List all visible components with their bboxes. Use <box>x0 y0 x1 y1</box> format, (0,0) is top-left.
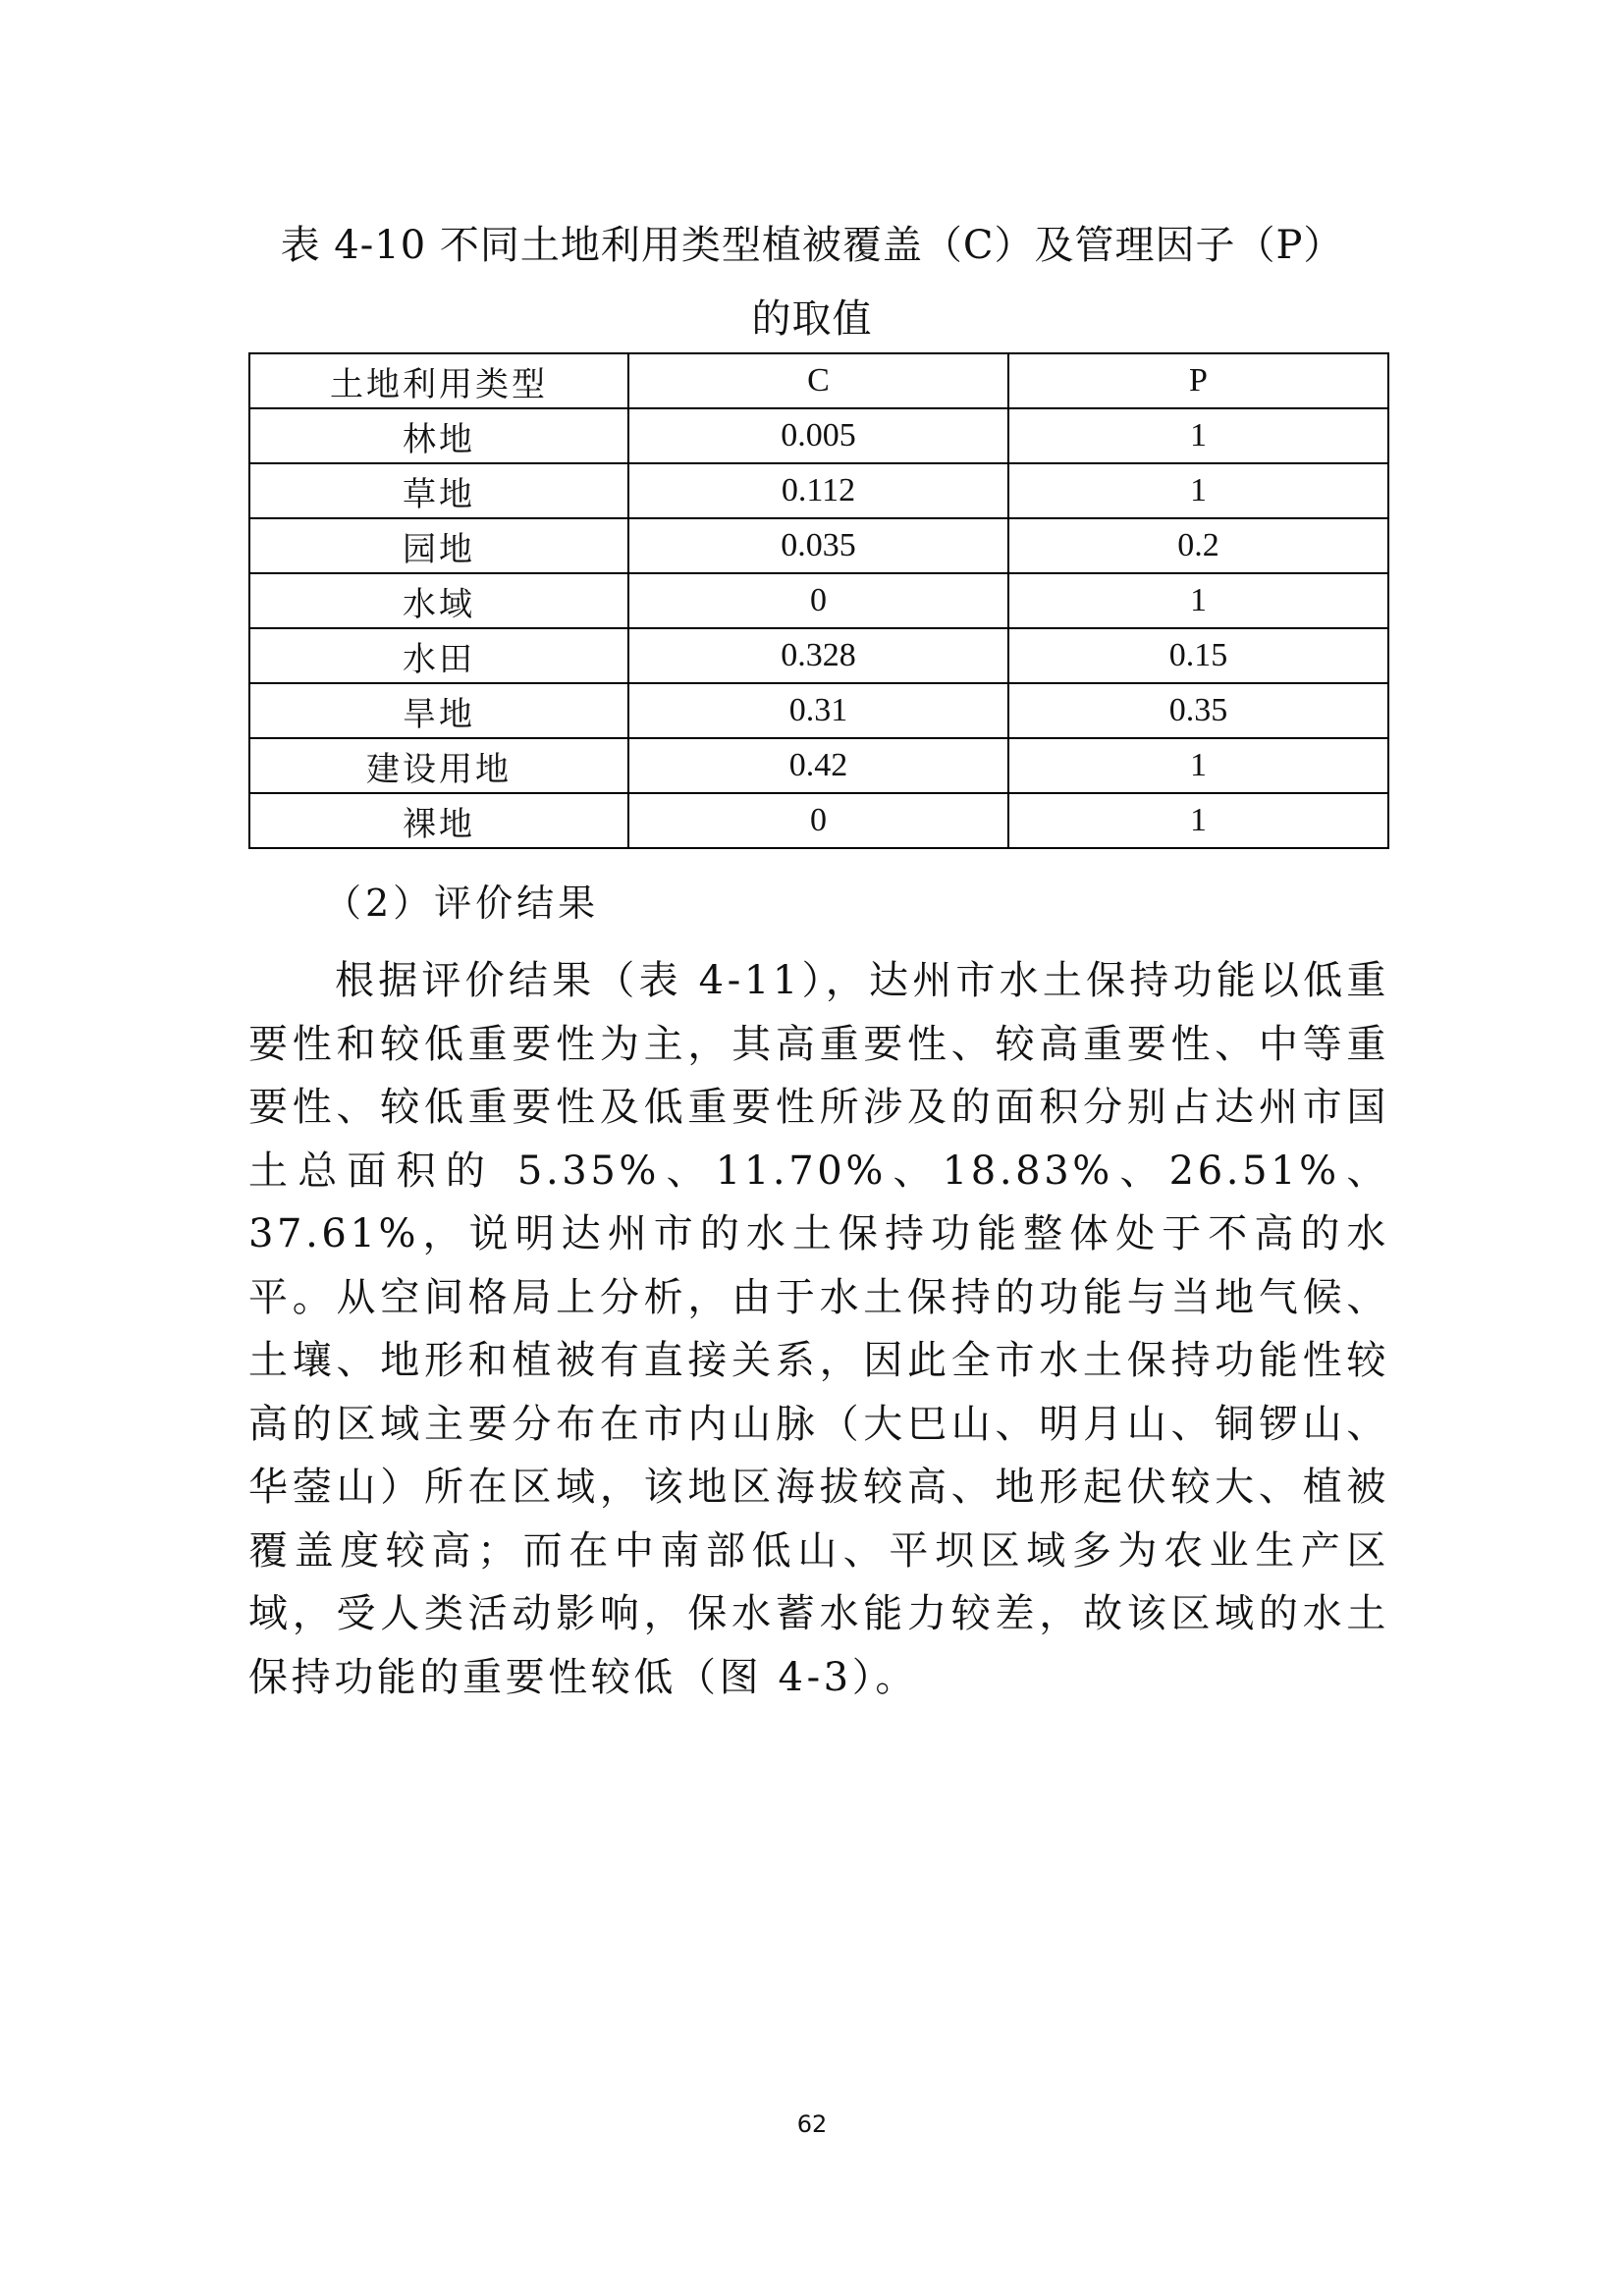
table-row <box>249 408 1388 463</box>
c-p-factor-table <box>248 352 1389 849</box>
table-row <box>249 573 1388 628</box>
cell-land-use: 园地 <box>249 518 628 573</box>
table-caption-continued: 的取值 <box>751 296 873 342</box>
section-subheading: （2）评价结果 <box>324 881 600 925</box>
cell-c-value: 0 <box>628 573 1008 628</box>
cell-land-use: 水域 <box>249 573 628 628</box>
cell-c-value: 0.31 <box>628 683 1008 738</box>
column-header-c: C <box>628 353 1008 408</box>
cell-land-use: 旱地 <box>249 683 628 738</box>
cell-p-value: 1 <box>1008 738 1388 793</box>
cell-land-use: 裸地 <box>249 793 628 848</box>
column-header-p: P <box>1008 353 1388 408</box>
table-row <box>249 518 1388 573</box>
cell-land-use: 林地 <box>249 408 628 463</box>
table-header-row <box>249 353 1388 408</box>
cell-p-value: 1 <box>1008 408 1388 463</box>
cell-c-value: 0.035 <box>628 518 1008 573</box>
table-row <box>249 738 1388 793</box>
cell-p-value: 0.35 <box>1008 683 1388 738</box>
cell-p-value: 1 <box>1008 793 1388 848</box>
cell-c-value: 0.005 <box>628 408 1008 463</box>
cell-p-value: 0.15 <box>1008 628 1388 683</box>
cell-land-use: 水田 <box>249 628 628 683</box>
cell-c-value: 0 <box>628 793 1008 848</box>
cell-c-value: 0.42 <box>628 738 1008 793</box>
table-row <box>249 793 1388 848</box>
cell-p-value: 0.2 <box>1008 518 1388 573</box>
body-paragraph: 根据评价结果（表 4-11），达州市水土保持功能以低重要性和较低重要性为主，其高重要性、较高重要性、中等重要性、较低重要性及低重要性所涉及的面积分别占达州市国土总面积的 5.35%、11.70%、18.83%、26.51%、37.61%，说明达州市的水土保持功能整体处于不高的水平。从空间格局上分析，由于水土保持的功能与当地气候、土壤、地形和植被有直接关系，因此全市水土保持功能性较高的区域主要分布在市内山脉（大巴山、明月山、铜锣山、华蓥山）所在区域，该地区海拔较高、地形起伏较大、植被覆盖度较高；而在中南部低山、平坝区域多为农业生产区域，受人类活动影响，保水蓄水能力较差，故该区域的水土保持功能的重要性较低（图 4-3）。 <box>248 958 1389 1700</box>
cell-land-use: 建设用地 <box>249 738 628 793</box>
page-number: 62 <box>796 2110 828 2138</box>
table-row <box>249 683 1388 738</box>
column-header-land-use: 土地利用类型 <box>249 353 628 408</box>
cell-p-value: 1 <box>1008 463 1388 518</box>
cell-c-value: 0.328 <box>628 628 1008 683</box>
table-row <box>249 463 1388 518</box>
cell-land-use: 草地 <box>249 463 628 518</box>
table-caption: 表 4-10 不同土地利用类型植被覆盖（C）及管理因子（P） <box>280 223 1344 268</box>
cell-c-value: 0.112 <box>628 463 1008 518</box>
table-row <box>249 628 1388 683</box>
cell-p-value: 1 <box>1008 573 1388 628</box>
